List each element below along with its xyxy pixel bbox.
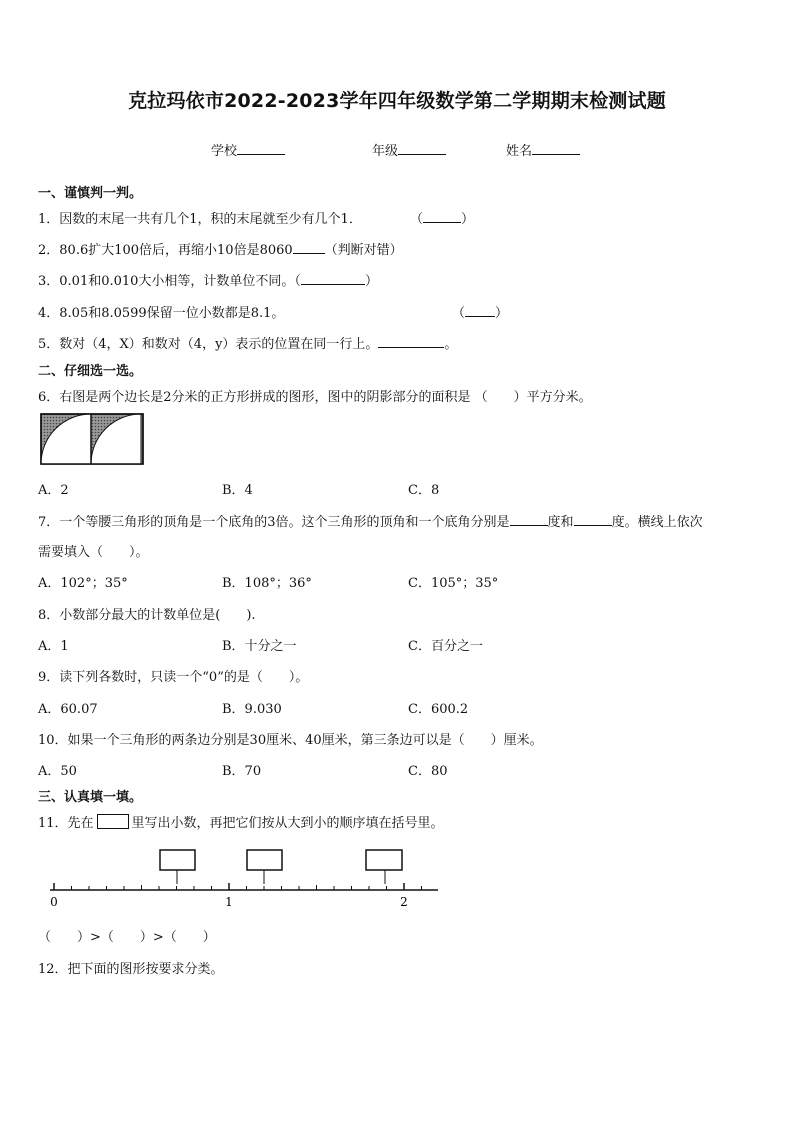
school-label: 学校 <box>211 144 238 159</box>
name-blank[interactable] <box>532 142 580 155</box>
q6-option-b[interactable]: B．4 <box>222 483 253 498</box>
q11-box-icon <box>97 814 129 829</box>
q6-option-c[interactable]: C．8 <box>408 483 440 498</box>
grade-label: 年级 <box>372 144 399 159</box>
section-3-heading: 三、认真填一填。 <box>38 790 143 805</box>
answer-box-3[interactable] <box>366 850 402 870</box>
answer-box-1[interactable] <box>160 850 195 870</box>
q7-blank-2[interactable] <box>574 513 612 526</box>
school-field[interactable] <box>211 140 285 159</box>
q4-blank[interactable] <box>465 304 495 317</box>
question-8: 8．小数部分最大的计数单位是( ). <box>38 608 256 623</box>
question-3: 3．0.01和0.010大小相等，计数单位不同。（ ） <box>38 274 378 289</box>
number-line <box>40 846 450 910</box>
q10-option-c[interactable]: C．80 <box>408 764 448 779</box>
q5-blank[interactable] <box>378 335 444 348</box>
question-7-cont: 需要填入（ ）。 <box>38 545 149 560</box>
section-1-heading: 一、谨慎判一判。 <box>38 186 143 201</box>
question-9: 9．读下列各数时，只读一个“0”的是（ ）。 <box>38 670 309 685</box>
q11-order-answer[interactable]: （ ）>（ ）>（ ） <box>38 930 216 945</box>
q6-figure <box>40 413 144 465</box>
axis-label-1: 1 <box>225 895 233 909</box>
axis-label-0: 0 <box>50 895 58 909</box>
q9-option-c[interactable]: C．600.2 <box>408 702 469 717</box>
q8-option-c[interactable]: C．百分之一 <box>408 639 483 654</box>
q7-option-a[interactable]: A．102°；35° <box>38 576 128 591</box>
school-blank[interactable] <box>237 142 285 155</box>
question-12: 12．把下面的图形按要求分类。 <box>38 962 224 977</box>
name-label: 姓名 <box>506 144 533 159</box>
grade-field[interactable] <box>372 140 446 159</box>
q7-blank-1[interactable] <box>510 513 548 526</box>
q7-option-b[interactable]: B．108°；36° <box>222 576 312 591</box>
q10-option-a[interactable]: A．50 <box>38 764 77 779</box>
question-10: 10．如果一个三角形的两条边分别是30厘米、40厘米，第三条边可以是（ ）厘米。 <box>38 733 543 748</box>
question-2: 2．80.6扩大100倍后，再缩小10倍是8060 （判断对错） <box>38 243 403 258</box>
question-11: 11．先在 里写出小数，再把它们按从大到小的顺序填在括号里。 <box>38 816 444 831</box>
q2-blank[interactable] <box>293 241 325 254</box>
q3-blank[interactable] <box>301 272 365 285</box>
page-title: 克拉玛依市2022-2023学年四年级数学第二学期期末检测试题 <box>128 90 666 112</box>
q8-option-b[interactable]: B．十分之一 <box>222 639 297 654</box>
question-6: 6．右图是两个边长是2分米的正方形拼成的图形，图中的阴影部分的面积是 （ ）平方分米。 <box>38 390 592 405</box>
axis-ticks <box>54 883 422 890</box>
q9-option-a[interactable]: A．60.07 <box>38 702 98 717</box>
q6-option-a[interactable]: A．2 <box>38 483 69 498</box>
answer-box-2[interactable] <box>247 850 282 870</box>
question-4-answer[interactable]: （ ） <box>452 306 509 321</box>
grade-blank[interactable] <box>398 142 446 155</box>
axis-label-2: 2 <box>400 895 408 909</box>
question-1-answer[interactable]: （ ） <box>410 212 475 227</box>
question-1: 1．因数的末尾一共有几个1，积的末尾就至少有几个1． <box>38 212 362 227</box>
section-2-heading: 二、仔细选一选。 <box>38 364 143 379</box>
name-field[interactable] <box>506 140 580 159</box>
q7-option-c[interactable]: C．105°；35° <box>408 576 499 591</box>
q10-option-b[interactable]: B．70 <box>222 764 262 779</box>
q9-option-b[interactable]: B．9.030 <box>222 702 282 717</box>
question-5: 5．数对（4，X）和数对（4，y）表示的位置在同一行上。 。 <box>38 337 458 352</box>
q1-blank[interactable] <box>423 210 461 223</box>
question-4: 4．8.05和8.0599保留一位小数都是8.1。 <box>38 306 285 321</box>
q8-option-a[interactable]: A．1 <box>38 639 69 654</box>
question-7: 7．一个等腰三角形的顶角是一个底角的3倍。这个三角形的顶角和一个底角分别是 度和 度。横线上依次 <box>38 515 703 530</box>
